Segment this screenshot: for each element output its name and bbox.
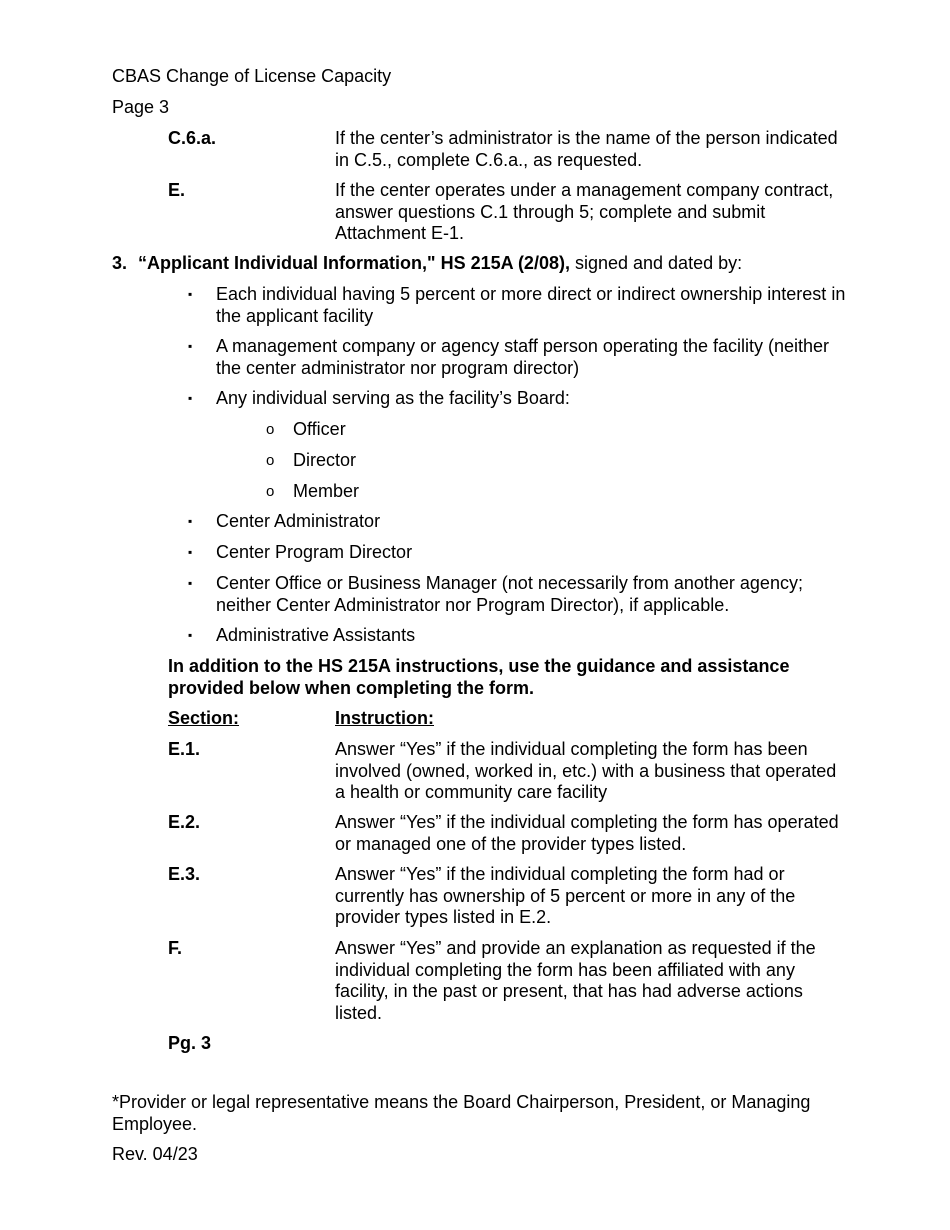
bullet-text: Center Administrator (216, 511, 381, 531)
sub-bullet-text: Director (293, 450, 357, 470)
pg-label: Pg. 3 (168, 1033, 212, 1053)
page-label: Page 3 (112, 97, 170, 117)
row-instruction-text: If the center operates under a management company contract, answer questions C.1 through 5; complete and submit Attachment E-1. (335, 180, 834, 243)
sub-bullet-text: Member (293, 481, 360, 501)
bullet-marker: ▪ (188, 391, 193, 405)
item-3-heading (112, 253, 852, 275)
item-3-rest: signed and dated by: (569, 253, 743, 273)
guidance-text: In addition to the HS 215A instructions, use the guidance and assistance provided below when completing the form. (168, 656, 790, 698)
bullet-text: Center Program Director (216, 542, 413, 562)
row-instruction-text: Answer “Yes” if the individual completing the form has operated or managed one of the provider types listed. (335, 812, 839, 854)
row-section-label: E.3. (168, 864, 201, 884)
row-section-label: F. (168, 938, 183, 958)
row-instruction-text: Answer “Yes” if the individual completing the form had or currently has ownership of 5 percent or more in any of the provider types listed in E.2. (335, 864, 796, 927)
instruction-header: Instruction: (335, 708, 434, 728)
row-instruction-text: Answer “Yes” if the individual completing the form has been involved (owned, worked in, etc.) with a business that operated a health or community care facility (335, 739, 837, 802)
bullet-text: Any individual serving as the facility’s Board: (216, 388, 570, 408)
row-instruction-text: If the center’s administrator is the name of the person indicated in C.5., complete C.6.a., as requested. (335, 128, 838, 170)
revision-label: Rev. 04/23 (112, 1144, 198, 1164)
bullet-text: Administrative Assistants (216, 625, 416, 645)
bullet-text: Center Office or Business Manager (not necessarily from another agency; neither Center Administrator nor Program Director), if applicable. (216, 573, 803, 615)
section-header: Section: (168, 708, 240, 728)
row-section-label: E.2. (168, 812, 201, 832)
document-title: CBAS Change of License Capacity (112, 66, 392, 86)
item-number: 3. (112, 253, 128, 273)
row-instruction-text: Answer “Yes” and provide an explanation as requested if the individual completing the form has been affiliated with any facility, in the past or present, that has had adverse actions listed. (335, 938, 816, 1023)
bullet-marker: ▪ (188, 576, 193, 590)
item-3-form-title: “Applicant Individual Information," HS 215A (2/08), (138, 253, 570, 273)
footnote: *Provider or legal representative means the Board Chairperson, President, or Managing Employee. (112, 1092, 811, 1134)
bullet-marker: ▪ (188, 628, 193, 642)
sub-bullet-marker: o (266, 452, 275, 469)
row-section-label: C.6.a. (168, 128, 217, 148)
sub-bullet-marker: o (266, 483, 275, 500)
sub-bullet-marker: o (266, 421, 275, 438)
bullet-marker: ▪ (188, 514, 193, 528)
bullet-text: Each individual having 5 percent or more direct or indirect ownership interest in the applicant facility (216, 284, 846, 326)
row-section-label: E. (168, 180, 186, 200)
bullet-marker: ▪ (188, 339, 193, 353)
bullet-marker: ▪ (188, 287, 193, 301)
bullet-text: A management company or agency staff person operating the facility (neither the center administrator nor program director) (216, 336, 830, 378)
row-section-label: E.1. (168, 739, 201, 759)
sub-bullet-text: Officer (293, 419, 346, 439)
bullet-marker: ▪ (188, 545, 193, 559)
